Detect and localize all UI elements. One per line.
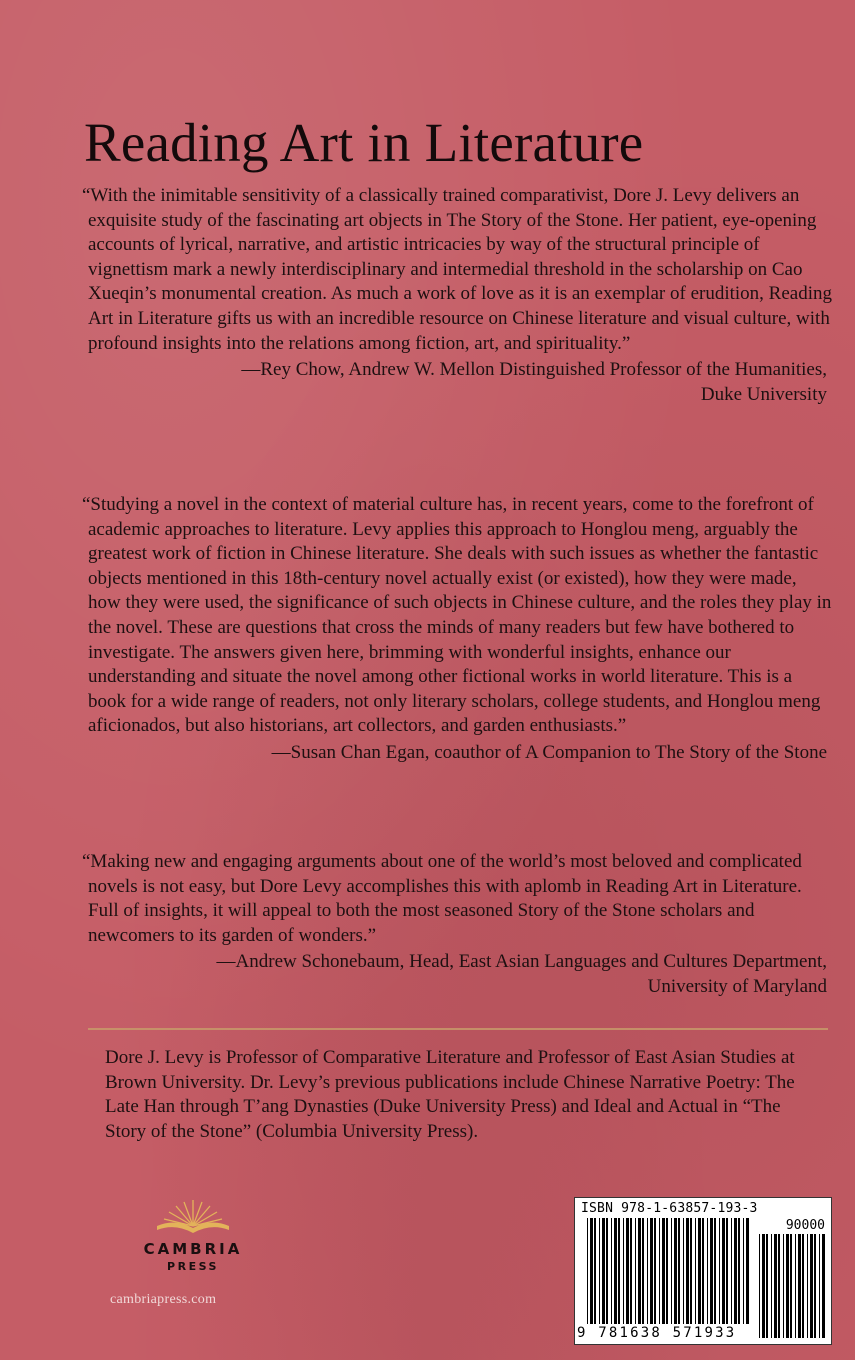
quote-text: “With the inimitable sensitivity of a classically trained comparativist, Dore J. Levy delivers an exquisite study of the fascinating art objects in The Story of the Stone. Her patient, eye-opening accounts of lyrical, narrative, and artistic intricacies by way of the structural principle of vignettism mark a newly interdisciplinary and intermedial threshold in the scholarship on Cao Xueqin’s monumental creation. As much a work of love as it is an exemplar of erudition, Reading Art in Literature gifts us with an incredible resource on Chinese literature and visual culture, with profound insights into the relations among fiction, art, and spirituality.” <box>82 185 832 354</box>
attribution-line: —Susan Chan Egan, coauthor of A Companion to The Story of the Stone <box>271 741 827 763</box>
price-code: 90000 <box>785 1218 825 1233</box>
endorsement-quote-1 <box>82 184 833 407</box>
isbn-label: ISBN 978-1-63857-193-3 <box>581 1201 758 1216</box>
quote-attribution <box>88 358 833 407</box>
quote-attribution <box>88 950 833 999</box>
isbn-barcode <box>574 1197 832 1345</box>
endorsement-quote-3 <box>82 850 833 1000</box>
attribution-line: University of Maryland <box>647 975 827 997</box>
author-bio <box>105 1046 825 1144</box>
quote-text: “Making new and engaging arguments about one of the world’s most beloved and complicated novels is not easy, but Dore Levy accomplishes this with aplomb in Reading Art in Literature. Full of insights, it will appeal to both the most seasoned Story of the Stone scholars and newcomers to its garden of wonders.” <box>82 851 802 946</box>
publisher-website[interactable]: cambriapress.com <box>110 1292 217 1307</box>
attribution-line: Duke University <box>700 383 827 405</box>
endorsement-quote-2 <box>82 493 833 766</box>
book-title: Reading Art in Literature <box>84 112 644 173</box>
quote-attribution <box>88 741 833 766</box>
publisher-name: CAMBRIA <box>143 1240 243 1258</box>
section-divider <box>88 1028 828 1030</box>
attribution-line: —Andrew Schonebaum, Head, East Asian Languages and Cultures Department, <box>216 951 827 973</box>
author-bio-text: Dore J. Levy is Professor of Comparative Literature and Professor of East Asian Studies at Brown University. Dr. Levy’s previous publications include Chinese Narrative Poetry: The Late Han through T’ang Dynasties (Duke University Press) and Ideal and Actual in “The Story of the Stone” (Columbia University Press). <box>105 1047 795 1142</box>
quote-text: “Studying a novel in the context of material culture has, in recent years, come to the forefront of academic approaches to literature. Levy applies this approach to Honglou meng, arguably the greatest work of fiction in Chinese literature. She deals with such issues as whether the fantastic objects mentioned in this 18th-century novel actually exist (or existed), how they were made, how they were used, the significance of such objects in Chinese culture, and the roles they play in the novel. These are questions that cross the minds of many readers but few have bothered to investigate. The answers given here, brimming with wonderful insights, enhance our understanding and situate the novel among other fictional works in world literature. This is a book for a wide range of readers, not only literary scholars, college students, and Honglou meng aficionados, but also historians, art collectors, and garden enthusiasts.” <box>82 494 832 737</box>
open-book-sunburst-icon <box>151 1196 235 1236</box>
attribution-line: —Rey Chow, Andrew W. Mellon Distinguished Professor of the Humanities, <box>241 359 827 381</box>
ean-digits: 9 781638 571933 <box>577 1325 737 1341</box>
publisher-subtitle: PRESS <box>167 1260 219 1273</box>
